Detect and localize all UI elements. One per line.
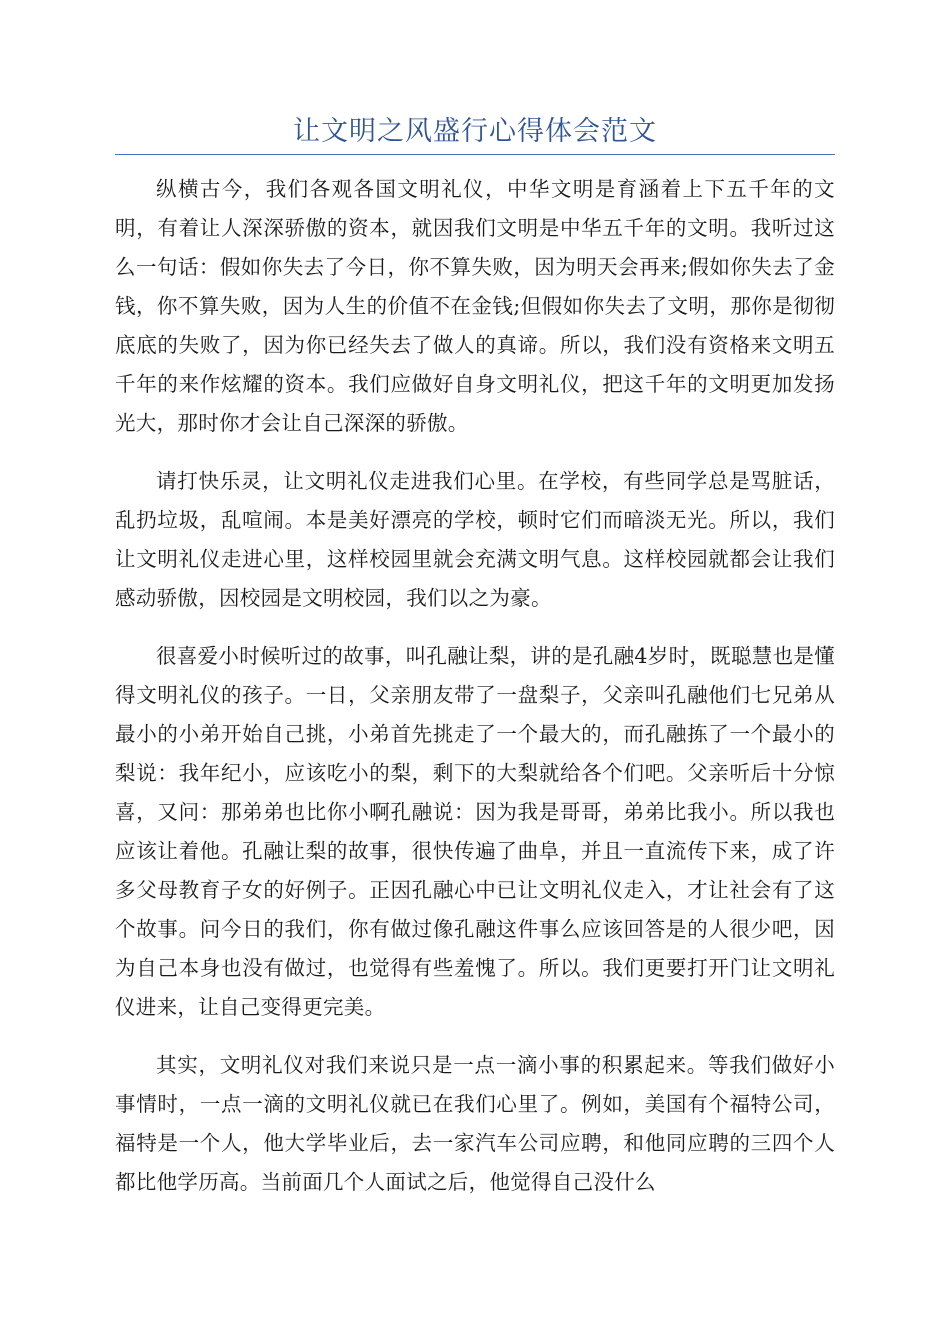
title-underline (115, 154, 835, 155)
paragraph-4: 其实，文明礼仪对我们来说只是一点一滴小事的积累起来。等我们做好小事情时，一点一滴的文明礼仪就已在我们心里了。例如，美国有个福特公司，福特是一个人，他大学毕业后，去一家汽车公司应聘，和他同应聘的三四个人都比他学历高。当前面几个人面试之后，他觉得自己没什么 (115, 1053, 835, 1194)
paragraph-2: 请打快乐灵，让文明礼仪走进我们心里。在学校，有些同学总是骂脏话，乱扔垃圾，乱喧闹。本是美好漂亮的学校，顿时它们而暗淡无光。所以，我们让文明礼仪走进心里，这样校园里就会充满文明气息。这样校园就都会让我们感动骄傲，因校园是文明校园，我们以之为豪。 (115, 469, 835, 610)
document-title: 让文明之风盛行心得体会范文 (293, 116, 657, 147)
paragraph-3: 很喜爱小时候听过的故事，叫孔融让梨，讲的是孔融4岁时，既聪慧也是懂得文明礼仪的孩子。一日，父亲朋友带了一盘梨子，父亲叫孔融他们七兄弟从最小的小弟开始自己挑，小弟首先挑走了一个最大的，而孔融拣了一个最小的梨说：我年纪小，应该吃小的梨，剩下的大梨就给各个们吧。父亲听后十分惊喜，又问：那弟弟也比你小啊孔融说：因为我是哥哥，弟弟比我小。所以我也应该让着他。孔融让梨的故事，很快传遍了曲阜，并且一直流传下来，成了许多父母教育子女的好例子。正因孔融心中已让文明礼仪走入，才让社会有了这个故事。问今日的我们，你有做过像孔融这件事么应该回答是的人很少吧，因为自己本身也没有做过，也觉得有些羞愧了。所以。我们更要打开门让文明礼仪进来，让自己变得更完美。 (115, 644, 835, 1019)
document-body (115, 170, 835, 1221)
paragraph-1: 纵横古今，我们各观各国文明礼仪，中华文明是育涵着上下五千年的文明，有着让人深深骄傲的资本，就因我们文明是中华五千年的文明。我听过这么一句话：假如你失去了今日，你不算失败，因为明天会再来;假如你失去了金钱，你不算失败，因为人生的价值不在金钱;但假如你失去了文明，那你是彻彻底底的失败了，因为你已经失去了做人的真谛。所以，我们没有资格来文明五千年的来作炫耀的资本。我们应做好自身文明礼仪，把这千年的文明更加发扬光大，那时你才会让自己深深的骄傲。 (115, 177, 835, 435)
